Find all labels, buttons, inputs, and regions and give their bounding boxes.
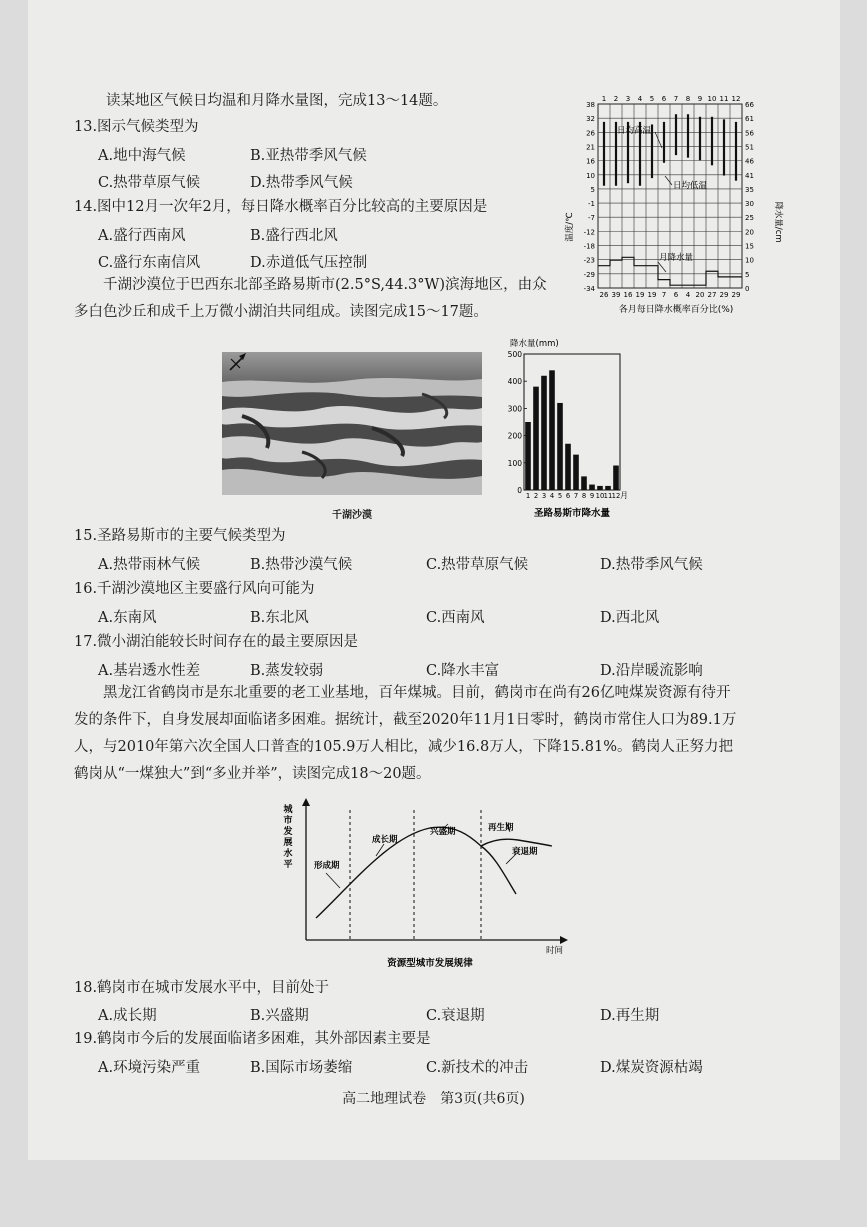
climate-month-label: 7	[673, 95, 679, 103]
precip-x-tick: 3	[541, 492, 547, 500]
climate-probability: 29	[731, 291, 741, 299]
precip-y-tick: 300	[507, 404, 522, 414]
climate-y-left-tick: 5	[590, 185, 595, 194]
precip-bar	[565, 444, 571, 490]
q17-option-c[interactable]: C.降水丰富	[426, 663, 500, 679]
precip-y-tick: 100	[507, 458, 522, 468]
precip-bar	[605, 486, 611, 490]
climate-month-label: 10	[707, 95, 717, 103]
city-ylabel-char: 平	[283, 860, 293, 870]
climate-month-label: 3	[625, 95, 631, 103]
city-ylabel-char: 市	[283, 816, 293, 826]
climate-label-high: 日均高温	[617, 126, 652, 136]
q13-option-d[interactable]: D.热带季风气候	[250, 175, 353, 191]
city-xlabel: 时间	[546, 946, 564, 956]
precip-bar	[541, 376, 547, 490]
climate-chart	[562, 92, 783, 322]
climate-ylabel-right: 降水量/cm	[773, 201, 783, 243]
climate-y-right-tick: 20	[745, 228, 754, 237]
climate-high-pointer	[655, 132, 662, 148]
q13-option-a[interactable]: A.地中海气候	[98, 148, 186, 164]
photo-caption: 千湖沙漠	[332, 510, 372, 521]
precip-bar	[573, 455, 579, 490]
climate-y-left-tick: 26	[586, 129, 595, 138]
climate-y-left-tick: 32	[586, 115, 595, 124]
climate-y-right-tick: 5	[745, 270, 750, 279]
q17-option-a[interactable]: A.基岩透水性差	[98, 663, 201, 679]
climate-probability: 27	[707, 291, 717, 299]
precip-bar	[613, 466, 619, 490]
desert-photo	[222, 352, 482, 495]
climate-y-left-tick: -34	[583, 285, 595, 293]
city-ylabel-chars	[282, 803, 293, 870]
precip-bar	[581, 476, 587, 490]
q16-option-d[interactable]: D.西北风	[600, 610, 660, 626]
climate-y-right-tick: 66	[745, 101, 754, 109]
q14-option-a[interactable]: A.盛行西南风	[98, 228, 186, 244]
climate-y-left-tick: 10	[586, 171, 595, 180]
city-ylabel-char: 展	[283, 838, 293, 848]
stage-regeneration: 再生期	[488, 823, 514, 833]
climate-month-label: 2	[613, 95, 619, 103]
climate-month-label: 5	[649, 95, 655, 103]
climate-y-right-tick: 46	[745, 157, 754, 166]
city-ylabel-char: 城	[283, 805, 293, 815]
climate-month-label: 11	[719, 95, 729, 103]
q14-stem: 14.图中12月一次年2月，每日降水概率百分比较高的主要原因是	[74, 199, 488, 215]
precip-title: 圣路易斯市降水量	[533, 508, 611, 519]
city-ylabel-char: 水	[283, 849, 293, 859]
climate-precip-pointer	[658, 262, 666, 272]
precip-x-tick: 5	[557, 492, 563, 500]
q18-option-a[interactable]: A.成长期	[98, 1008, 157, 1024]
climate-y-right-tick: 30	[745, 200, 754, 209]
precip-ylabel: 降水量(mm)	[510, 339, 559, 349]
climate-y-right-tick: 56	[745, 129, 754, 138]
q19-option-b[interactable]: B.国际市场萎缩	[250, 1060, 353, 1076]
precip-x-ticks	[526, 492, 620, 500]
stage-decline: 衰退期	[512, 847, 538, 857]
precip-x-tick: 2	[533, 492, 539, 500]
climate-y-right-tick: 61	[745, 115, 754, 124]
q15-option-c[interactable]: C.热带草原气候	[426, 557, 529, 573]
precip-y-tick: 200	[507, 431, 522, 441]
climate-y-right-ticks	[745, 101, 754, 293]
climate-y-right-tick: 10	[745, 256, 754, 265]
precip-x-tick: 6	[565, 492, 571, 500]
q16-stem: 16.千湖沙漠地区主要盛行风向可能为	[74, 581, 315, 597]
climate-y-left-tick: 16	[586, 157, 595, 166]
q16-option-a[interactable]: A.东南风	[98, 610, 157, 626]
climate-low-pointer	[665, 176, 672, 185]
precip-bar	[533, 387, 539, 490]
page-footer: 高二地理试卷 第3页(共6页)	[342, 1091, 525, 1107]
stage-prosperity: 兴盛期	[430, 827, 456, 837]
climate-ylabel-left: 温度/℃	[565, 212, 575, 242]
climate-xlabel: 各月每日降水概率百分比(%)	[618, 305, 734, 315]
q15-option-a[interactable]: A.热带雨林气候	[98, 557, 201, 573]
precip-y-tick: 400	[507, 377, 522, 387]
climate-y-right-tick: 25	[745, 214, 754, 223]
precip-bars	[525, 370, 619, 490]
climate-y-right-tick: 51	[745, 143, 754, 152]
precip-x-tick: 1	[525, 492, 531, 500]
precip-y-tick: 500	[507, 350, 522, 359]
q15-option-b[interactable]: B.热带沙漠气候	[250, 557, 353, 573]
stage-growth: 成长期	[372, 835, 398, 845]
q13-stem: 13.图示气候类型为	[74, 119, 199, 135]
q17-option-b[interactable]: B.蒸发较弱	[250, 663, 324, 679]
city-title: 资源型城市发展规律	[387, 958, 473, 969]
precip-bar	[589, 485, 595, 490]
climate-y-left-tick: -1	[588, 200, 595, 209]
q14-option-c[interactable]: C.盛行东南信风	[98, 255, 201, 271]
q17-stem: 17.微小湖泊能较长时间存在的最主要原因是	[74, 634, 359, 650]
climate-month-label: 12	[731, 95, 741, 103]
q16-option-c[interactable]: C.西南风	[426, 610, 485, 626]
q13-option-c[interactable]: C.热带草原气候	[98, 175, 201, 191]
climate-probability: 19	[635, 291, 645, 299]
precip-x-tick: 8	[581, 492, 587, 500]
q18-option-d[interactable]: D.再生期	[600, 1008, 660, 1024]
climate-y-left-tick: 38	[586, 101, 595, 109]
climate-probability: 7	[661, 291, 667, 299]
precip-bar	[549, 370, 555, 490]
q14-option-d[interactable]: D.赤道低气压控制	[250, 255, 368, 271]
climate-probability: 20	[695, 291, 705, 299]
stage-formation: 形成期	[314, 861, 340, 871]
q19-stem: 19.鹤岗市今后的发展面临诸多困难，其外部因素主要是	[74, 1031, 431, 1047]
q14-option-b[interactable]: B.盛行西北风	[250, 228, 338, 244]
climate-y-left-tick: -12	[583, 228, 595, 237]
precip-bar	[525, 422, 531, 490]
climate-month-label: 6	[661, 95, 667, 103]
q18-stem: 18.鹤岗市在城市发展水平中，目前处于	[74, 980, 330, 996]
precip-x-tick: 9	[589, 492, 595, 500]
north-arrow-icon	[226, 350, 250, 374]
climate-label-precip: 月降水量	[659, 253, 694, 263]
climate-y-right-tick: 15	[745, 242, 754, 251]
climate-probability: 19	[647, 291, 657, 299]
climate-probability: 39	[611, 291, 621, 299]
q19-option-c[interactable]: C.新技术的冲击	[426, 1060, 529, 1076]
climate-y-left-tick: -23	[583, 256, 595, 265]
climate-probability-labels	[600, 291, 741, 299]
intro-18-20: 黑龙江省鹤岗市是东北重要的老工业基地，百年煤城。目前，鹤岗市在尚有26亿吨煤炭资源有待开发的条件下，自身发展却面临诸多困难。据统计，截至2020年11月1日零时，鹤岗市常住人口为89.1万人，与2010年第六次全国人口普查的105.9万人相比，减少16.8万人，下降15.81%。鹤岗人正努力把鹤岗从“一煤独大”到“多业并举”，读图完成18～20题。	[74, 685, 737, 782]
q19-option-a[interactable]: A.环境污染严重	[98, 1060, 201, 1076]
climate-probability: 16	[623, 291, 633, 299]
precip-x-tick: 11	[603, 492, 613, 500]
precip-x-tick: 12	[611, 492, 621, 500]
q18-option-c[interactable]: C.衰退期	[426, 1008, 485, 1024]
q15-option-d[interactable]: D.热带季风气候	[600, 557, 703, 573]
climate-y-left-tick: -18	[583, 242, 595, 251]
climate-probability: 26	[599, 291, 609, 299]
city-ylabel-char: 发	[283, 827, 293, 837]
precip-x-tick: 10	[595, 492, 605, 500]
intro-15-17: 千湖沙漠位于巴西东北部圣路易斯市(2.5°S,44.3°W)滨海地区，由众多白色沙丘和成千上万微小湖泊共同组成。读图完成15～17题。	[74, 277, 547, 320]
q15-stem: 15.圣路易斯市的主要气候类型为	[74, 528, 286, 544]
climate-y-right-tick: 41	[745, 171, 754, 180]
intro-13-14: 读某地区气候日均温和月降水量图，完成13～14题。	[106, 93, 448, 109]
climate-y-left-tick: 21	[586, 143, 595, 152]
precip-y-tick: 0	[517, 486, 522, 495]
q16-option-b[interactable]: B.东北风	[250, 610, 309, 626]
climate-label-low: 日均低温	[673, 181, 708, 191]
q17-option-d[interactable]: D.沿岸暖流影响	[600, 663, 703, 679]
climate-probability: 4	[685, 291, 691, 299]
climate-month-label: 8	[685, 95, 691, 103]
precip-x-tick: 4	[549, 492, 555, 500]
precip-x-unit: 月	[620, 491, 628, 500]
precip-chart	[500, 336, 640, 524]
climate-y-left-ticks	[584, 101, 596, 293]
climate-month-label: 4	[637, 95, 643, 103]
q13-option-b[interactable]: B.亚热带季风气候	[250, 148, 367, 164]
climate-month-label: 9	[697, 95, 703, 103]
climate-y-left-tick: -29	[583, 270, 595, 279]
precip-bar	[597, 486, 603, 490]
climate-y-left-tick: -7	[588, 214, 595, 223]
climate-month-label: 1	[601, 95, 607, 103]
precip-x-tick: 7	[573, 492, 579, 500]
climate-y-right-tick: 35	[745, 185, 754, 194]
climate-y-right-tick: 0	[745, 285, 750, 293]
precip-bar	[557, 403, 563, 490]
city-development-chart	[280, 796, 570, 970]
climate-probability: 6	[673, 291, 679, 299]
q19-option-d[interactable]: D.煤炭资源枯竭	[600, 1060, 703, 1076]
climate-month-labels	[602, 95, 741, 103]
q18-option-b[interactable]: B.兴盛期	[250, 1008, 309, 1024]
climate-probability: 29	[719, 291, 729, 299]
